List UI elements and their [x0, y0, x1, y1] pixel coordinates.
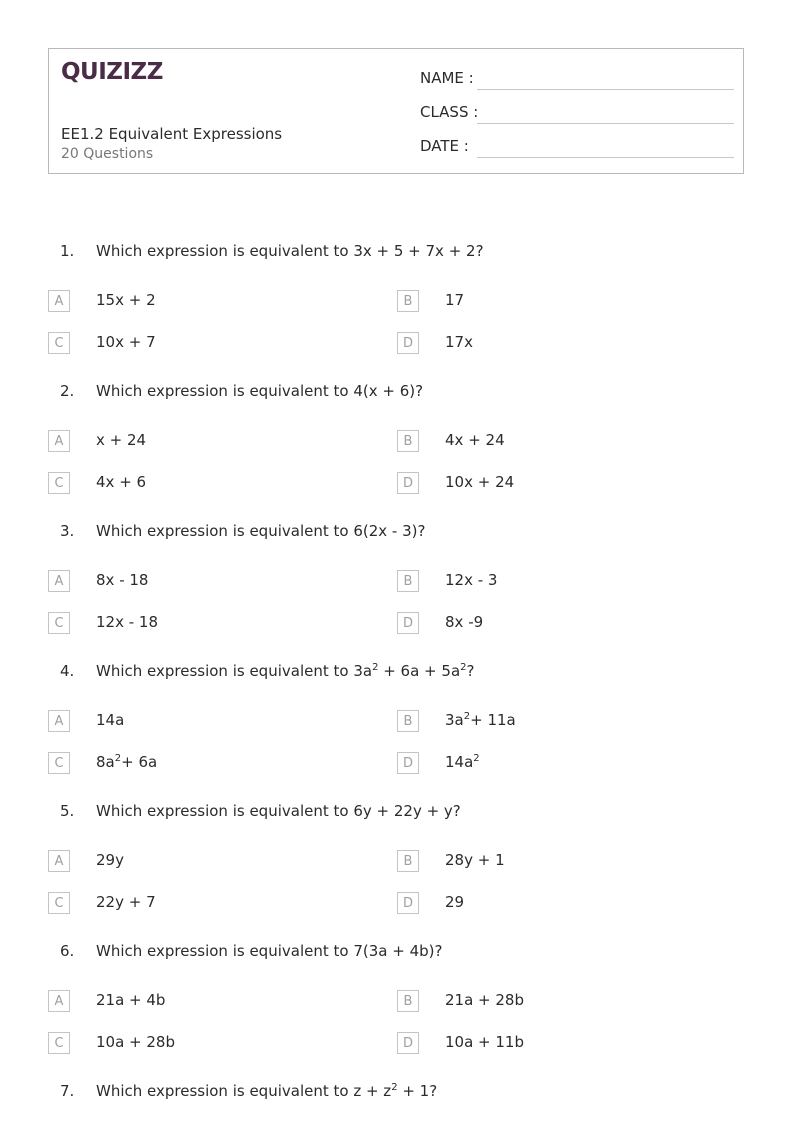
option-c[interactable] — [48, 752, 348, 776]
option-a[interactable] — [48, 850, 348, 874]
text-part: ? — [466, 662, 475, 680]
text-part: 8a — [96, 753, 115, 771]
option-letter: B — [397, 990, 419, 1012]
worksheet-header — [48, 48, 744, 174]
exponent: 2 — [473, 753, 480, 764]
option-text: 10x + 24 — [445, 473, 515, 491]
option-letter: A — [48, 430, 70, 452]
class-field — [420, 103, 734, 127]
option-letter: B — [397, 430, 419, 452]
text-part: 14a — [445, 753, 474, 771]
option-d[interactable] — [397, 472, 697, 496]
option-a[interactable] — [48, 430, 348, 454]
option-c[interactable] — [48, 612, 348, 636]
option-text: x + 24 — [96, 431, 147, 449]
option-d[interactable] — [397, 1032, 697, 1056]
option-text: 29 — [445, 893, 465, 911]
option-text — [445, 711, 516, 729]
question-2 — [0, 382, 794, 522]
class-line — [477, 123, 734, 124]
option-text: 15x + 2 — [96, 291, 156, 309]
text-part: Which expression is equivalent to z + z — [96, 1082, 392, 1100]
option-text: 17x — [445, 333, 473, 351]
option-b[interactable] — [397, 990, 697, 1014]
option-text: 4x + 6 — [96, 473, 147, 491]
option-text: 8x - 18 — [96, 571, 149, 589]
option-text: 12x - 18 — [96, 613, 158, 631]
option-letter: B — [397, 290, 419, 312]
option-b[interactable] — [397, 710, 697, 734]
question-7 — [0, 1082, 794, 1112]
option-letter: C — [48, 752, 70, 774]
date-line — [477, 157, 734, 158]
text-part: 14a — [96, 711, 125, 729]
question-number: 3. — [60, 522, 75, 540]
question-number: 2. — [60, 382, 75, 400]
question-text: Which expression is equivalent to 4(x + 6)? — [96, 382, 424, 400]
option-letter: B — [397, 710, 419, 732]
name-line — [477, 89, 734, 90]
worksheet-title: EE1.2 Equivalent Expressions — [61, 125, 283, 143]
option-d[interactable] — [397, 612, 697, 636]
option-c[interactable] — [48, 892, 348, 916]
option-text: 4x + 24 — [445, 431, 505, 449]
name-label: NAME : — [420, 69, 474, 87]
text-part: + 6a — [121, 753, 158, 771]
question-text: Which expression is equivalent to 6(2x - 3)? — [96, 522, 426, 540]
option-text: 21a + 4b — [96, 991, 166, 1009]
date-field — [420, 137, 734, 161]
exponent: 2 — [463, 711, 471, 722]
option-a[interactable] — [48, 570, 348, 594]
question-text — [96, 1082, 437, 1100]
question-text: Which expression is equivalent to 6y + 22y + y? — [96, 802, 461, 820]
option-a[interactable] — [48, 990, 348, 1014]
class-label: CLASS : — [420, 103, 479, 121]
option-letter: A — [48, 990, 70, 1012]
option-text: 21a + 28b — [445, 991, 524, 1009]
option-text: 28y + 1 — [445, 851, 505, 869]
option-letter: B — [397, 570, 419, 592]
option-b[interactable] — [397, 570, 697, 594]
option-letter: D — [397, 472, 419, 494]
option-text: 10a + 28b — [96, 1033, 175, 1051]
option-b[interactable] — [397, 850, 697, 874]
option-c[interactable] — [48, 472, 348, 496]
option-d[interactable] — [397, 752, 697, 776]
option-text: 22y + 7 — [96, 893, 156, 911]
option-b[interactable] — [397, 430, 697, 454]
option-a[interactable] — [48, 290, 348, 314]
text-part: Which expression is equivalent to 3a — [96, 662, 373, 680]
option-text — [445, 753, 480, 771]
option-letter: C — [48, 612, 70, 634]
question-4 — [0, 662, 794, 802]
exponent: 2 — [114, 753, 122, 764]
exponent: 2 — [460, 662, 467, 673]
date-label: DATE : — [420, 137, 469, 155]
question-number: 6. — [60, 942, 75, 960]
option-text: 8x -9 — [445, 613, 484, 631]
option-letter: A — [48, 290, 70, 312]
option-text: 10a + 11b — [445, 1033, 524, 1051]
question-3 — [0, 522, 794, 662]
question-6 — [0, 942, 794, 1082]
quizizz-logo: QUIZIZZ — [61, 59, 163, 85]
option-letter: B — [397, 850, 419, 872]
option-c[interactable] — [48, 332, 348, 356]
option-letter: D — [397, 892, 419, 914]
option-letter: C — [48, 1032, 70, 1054]
option-text: 10x + 7 — [96, 333, 156, 351]
option-letter: A — [48, 570, 70, 592]
text-part: + 11a — [470, 711, 516, 729]
option-d[interactable] — [397, 332, 697, 356]
option-letter: D — [397, 1032, 419, 1054]
option-letter: C — [48, 332, 70, 354]
question-number: 1. — [60, 242, 75, 260]
option-letter: C — [48, 892, 70, 914]
option-text: 12x - 3 — [445, 571, 498, 589]
exponent: 2 — [391, 1082, 398, 1093]
option-letter: C — [48, 472, 70, 494]
question-text: Which expression is equivalent to 3x + 5 + 7x + 2? — [96, 242, 484, 260]
option-c[interactable] — [48, 1032, 348, 1056]
text-part: 3a — [445, 711, 464, 729]
option-letter: D — [397, 752, 419, 774]
option-b[interactable] — [397, 290, 697, 314]
question-number: 5. — [60, 802, 75, 820]
option-letter: A — [48, 710, 70, 732]
option-a[interactable] — [48, 710, 348, 734]
option-letter: D — [397, 612, 419, 634]
question-5 — [0, 802, 794, 942]
question-number: 7. — [60, 1082, 75, 1100]
question-text — [96, 662, 474, 680]
exponent: 2 — [372, 662, 379, 673]
question-number: 4. — [60, 662, 75, 680]
name-field — [420, 69, 734, 93]
question-1 — [0, 242, 794, 382]
question-text: Which expression is equivalent to 7(3a + 4b)? — [96, 942, 443, 960]
option-letter: D — [397, 332, 419, 354]
text-part: + 1? — [397, 1082, 438, 1100]
option-text: 29y — [96, 851, 124, 869]
option-text: 17 — [445, 291, 465, 309]
option-d[interactable] — [397, 892, 697, 916]
question-count: 20 Questions — [61, 146, 154, 162]
option-text — [96, 711, 124, 729]
text-part: + 6a + 5a — [378, 662, 461, 680]
option-text — [96, 753, 157, 771]
option-letter: A — [48, 850, 70, 872]
